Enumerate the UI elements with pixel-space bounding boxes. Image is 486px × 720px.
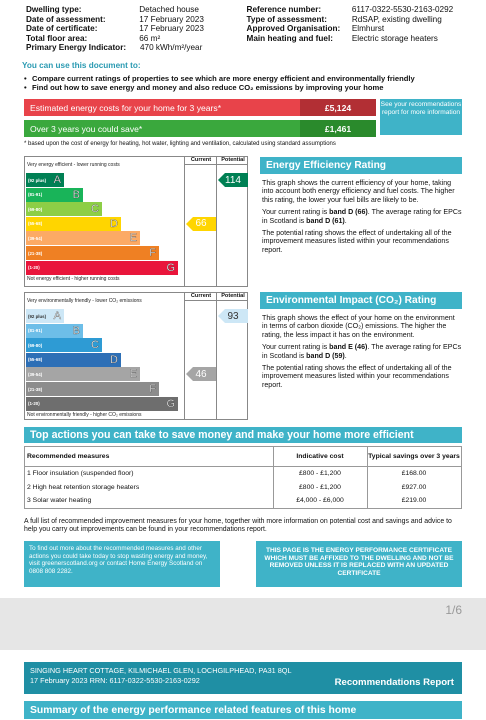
col-header: Typical savings over 3 years: [368, 453, 460, 460]
eir-title: Environmental Impact (CO₂) Rating: [260, 292, 462, 309]
rating-band-g: [26, 261, 178, 275]
info-key: Total floor area:: [26, 33, 88, 43]
band-letter: D: [110, 217, 118, 230]
band-range: (92 plus): [28, 313, 47, 319]
current-rating-arrow: [186, 367, 216, 381]
current-rating-value: 46: [195, 368, 207, 380]
current-col-header: Current: [190, 293, 212, 299]
chart-bottom-note: Not environmentally friendly - higher CO₂ emissions: [27, 412, 142, 419]
table-row: [25, 494, 461, 508]
info-key: Approved Organisation:: [246, 24, 341, 34]
info-value: 6117-0322-5530-2163-0292: [351, 5, 454, 14]
col-header: Indicative cost: [296, 453, 344, 460]
certificate-notice-box: THIS PAGE IS THE ENERGY PERFORMANCE CERTIFICATE WHICH MUST BE AFFIXED TO THE DWELLING AND NOT BE REMOVED UNLESS IT IS REPLACED WITH AN UPDATED CERTIFICATE: [256, 541, 462, 587]
info-key: Primary Energy Indicator:: [26, 43, 127, 53]
table-row: [25, 481, 461, 495]
rating-band-e: [26, 367, 140, 381]
band-letter: B: [72, 188, 80, 201]
band-letter: C: [91, 203, 99, 216]
potential-col-header: Potential: [221, 293, 245, 299]
property-address: SINGING HEART COTTAGE, KILMICHAEL GLEN, LOCHGILPHEAD, PA31 8QL: [30, 666, 292, 675]
rating-band-a: [26, 309, 64, 323]
band-letter: C: [91, 339, 99, 352]
rating-band-f: [26, 382, 159, 396]
info-value: Electric storage heaters: [351, 33, 438, 43]
band-range: (1-20): [28, 401, 40, 407]
cost-footnote: * based upon the cost of energy for heating, hot water, lighting and ventilation, calculated using standard assumptions: [24, 141, 336, 147]
summary-title: Summary of the energy performance related features of this home: [24, 701, 462, 719]
info-row: [26, 34, 476, 44]
col-header: Recommended measures: [27, 453, 110, 460]
page-separator: [0, 598, 486, 650]
eir-para: Your current rating is band E (46). The average rating for EPCs in Scotland is band D (59).: [262, 343, 462, 360]
measure-cell: 3 Solar water heating: [27, 497, 92, 505]
rating-band-a: [26, 173, 64, 187]
info-row: [26, 43, 476, 53]
potential-rating-arrow: [218, 173, 248, 187]
info-row: [26, 24, 476, 34]
band-range: (81-91): [28, 192, 43, 198]
rating-band-e: [26, 231, 140, 245]
info-key: Main heating and fuel:: [246, 33, 333, 43]
band-range: (39-54): [28, 371, 43, 377]
info-value: 17 February 2023: [139, 24, 204, 34]
band-range: (55-68): [28, 221, 43, 227]
date-rrn: 17 February 2023 RRN: 6117-0322-5530-2163-0292: [30, 676, 200, 685]
full-list-note: A full list of recommended improvement measures for your home, together with more information on potential cost and savings and advice to help you carry out improvements can be found in your recommendations report.: [24, 518, 452, 534]
savings-bar: [24, 120, 300, 137]
measure-cell: 1 Floor insulation (suspended floor): [27, 470, 134, 478]
info-key: Reference number:: [246, 5, 322, 14]
band-range: (92 plus): [28, 177, 47, 183]
eer-description: [262, 179, 462, 258]
info-value: Elmhurst: [351, 24, 385, 34]
band-letter: G: [166, 261, 175, 274]
eir-para: This graph shows the effect of your home on the environment in terms of carbon dioxide (CO₂) emissions. The higher the rating, the less impact it has on the environment.: [262, 314, 455, 339]
current-rating-arrow: [186, 217, 216, 231]
rating-band-d: [26, 353, 121, 367]
rating-band-c: [26, 338, 102, 352]
bullet-item: • Compare current ratings of properties to see which are more energy efficient and environmentally friendly: [24, 74, 415, 83]
band-letter: F: [149, 383, 156, 395]
info-key: Dwelling type:: [26, 5, 82, 14]
band-range: (55-68): [28, 357, 43, 363]
page-number: 1/6: [445, 603, 462, 617]
info-row: [26, 15, 476, 25]
rating-band-c: [26, 202, 102, 216]
chart-top-note: Very energy efficient - lower running costs: [27, 162, 120, 168]
band-range: (1-20): [28, 265, 40, 271]
band-letter: E: [129, 368, 137, 381]
recommendations-header: [24, 662, 462, 694]
savings-cell: £168.00: [401, 470, 427, 478]
savings-cell: £927.00: [401, 483, 427, 491]
bullet-item: • Find out how to save energy and money and also reduce CO₂ emissions by improving your home: [24, 83, 415, 92]
band-range: (69-80): [28, 206, 43, 212]
band-range: (21-38): [28, 250, 43, 256]
cost-cell: £800 - £1,200: [299, 470, 341, 478]
chart-bottom-note: Not energy efficient - higher running costs: [27, 276, 120, 283]
savings-value: £1,461: [300, 120, 376, 137]
potential-rating-value: 93: [227, 310, 239, 322]
use-doc-title: You can use this document to:: [22, 61, 141, 70]
rating-band-b: [26, 188, 83, 202]
cost-cell: £800 - £1,200: [299, 483, 341, 491]
savings-cell: £219.00: [401, 497, 427, 505]
band-letter: F: [149, 247, 156, 259]
current-col-header: Current: [190, 157, 212, 163]
estimated-costs-value: £5,124: [300, 99, 376, 116]
measure-cell: 2 High heat retention storage heaters: [27, 483, 140, 491]
eer-para: The potential rating shows the effect of undertaking all of the improvement measures listed within your recommendations report.: [262, 229, 452, 254]
rating-band-g: [26, 397, 178, 411]
recommendations-report-title: Recommendations Report: [334, 677, 454, 688]
band-letter: E: [129, 232, 137, 245]
potential-rating-arrow: [218, 309, 248, 323]
savings-label: Over 3 years you could save*: [30, 123, 143, 134]
info-key: Date of certificate:: [26, 24, 98, 34]
top-actions-title: Top actions you can take to save money and make your home more efficient: [24, 427, 462, 443]
band-range: (21-38): [28, 386, 43, 392]
info-value: RdSAP, existing dwelling: [351, 14, 442, 24]
cost-cell: £4,000 - £6,000: [296, 497, 344, 505]
see-recommendations-box[interactable]: See your recommendations report for more information: [380, 99, 462, 135]
table-header: [25, 447, 461, 467]
rating-band-f: [26, 246, 159, 260]
use-bullets: [24, 74, 415, 92]
band-range: (81-91): [28, 328, 43, 334]
rating-band-d: [26, 217, 121, 231]
potential-col-header: Potential: [221, 157, 245, 163]
info-value: 66 m²: [139, 33, 161, 43]
chart-top-note: Very environmentally friendly - lower CO₂ emissions: [27, 298, 142, 304]
energy-efficiency-chart: [24, 156, 248, 287]
environmental-impact-chart: [24, 292, 248, 420]
current-rating-value: 66: [195, 218, 207, 230]
info-row: [26, 5, 476, 15]
info-key: Date of assessment:: [26, 14, 106, 24]
band-range: (69-80): [28, 342, 43, 348]
band-letter: D: [110, 353, 118, 366]
band-letter: A: [53, 174, 61, 186]
info-value: 17 February 2023: [139, 14, 204, 24]
potential-rating-value: 114: [225, 174, 241, 186]
eir-description: [262, 314, 462, 393]
find-out-more-box[interactable]: To find out more about the recommended measures and other actions you could take today to stop wasting energy and money, visit greenerscotland.org or contact Home Energy Scotland on 0808 808 2282.: [24, 541, 220, 587]
info-value: Detached house: [139, 5, 199, 14]
estimated-costs-bar: [24, 99, 300, 116]
rating-band-b: [26, 324, 83, 338]
band-letter: G: [166, 397, 175, 410]
table-row: [25, 467, 461, 481]
band-letter: B: [72, 324, 80, 337]
top-actions-table: [24, 446, 462, 509]
property-info: [26, 5, 476, 53]
eir-para: The potential rating shows the effect of undertaking all of the improvement measures listed within your recommendations report.: [262, 364, 452, 389]
eer-para: Your current rating is band D (66). The average rating for EPCs in Scotland is band D (61).: [262, 208, 462, 225]
band-range: (39-54): [28, 235, 43, 241]
estimated-costs-label: Estimated energy costs for your home for 3 years*: [30, 102, 222, 113]
info-key: Type of assessment:: [246, 14, 327, 24]
eer-title: Energy Efficiency Rating: [260, 157, 462, 174]
band-letter: A: [53, 310, 61, 322]
eer-para: This graph shows the current efficiency of your home, taking into account both energy efficiency and fuel costs. The higher this rating, the lower your fuel bills are likely to be.: [262, 179, 455, 204]
info-value: 470 kWh/m²/year: [140, 43, 203, 53]
